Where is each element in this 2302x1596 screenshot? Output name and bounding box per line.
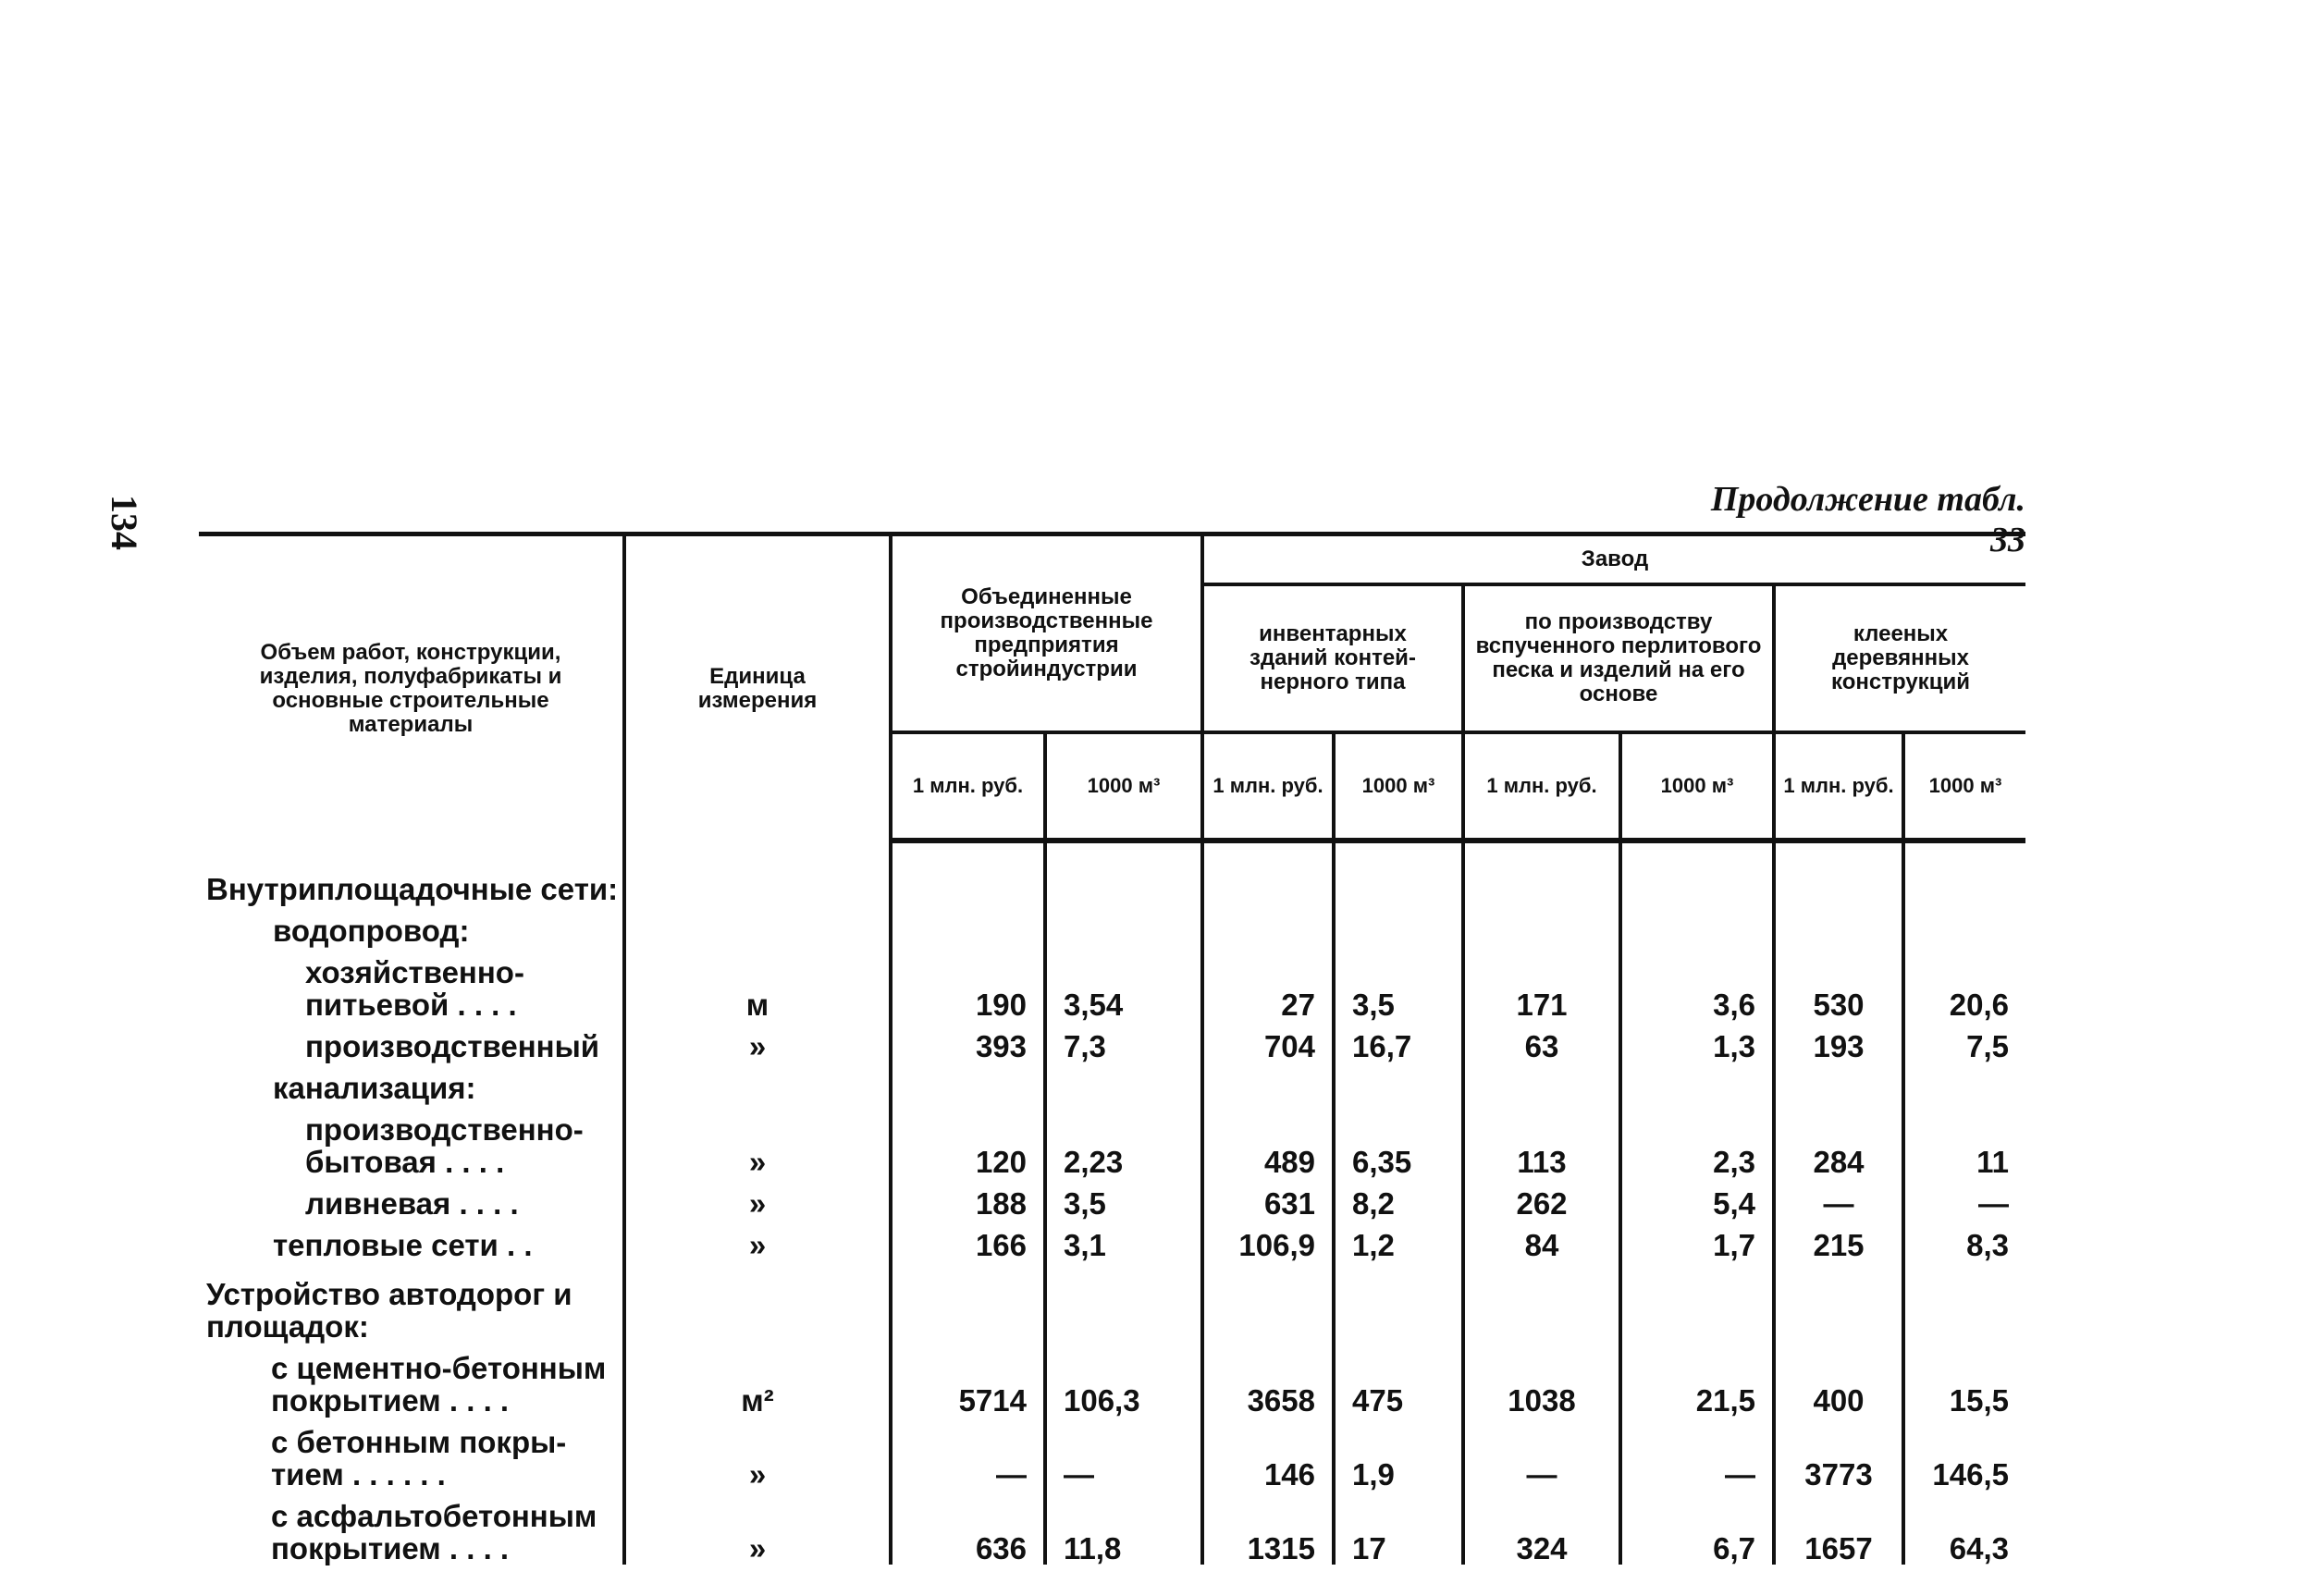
table-continuation-caption: Продолжение табл. 33: [1710, 480, 2025, 559]
unit-m3: 1000 м³: [1045, 732, 1202, 841]
category-row: [199, 1261, 2025, 1343]
category-row: [199, 905, 2025, 947]
value-cell: [1774, 1261, 1903, 1343]
unit-rub: 1 млн. руб.: [891, 732, 1045, 841]
row-unit: »: [624, 1178, 891, 1220]
row-name: Внутриплощадочные сети:: [199, 856, 624, 905]
value-cell: [1202, 1261, 1334, 1343]
row-unit: м: [624, 947, 891, 1021]
value-cell: —: [1463, 1417, 1620, 1491]
table-row: [199, 1491, 2025, 1565]
row-name: Устройство автодорог и площадок:: [199, 1261, 624, 1343]
value-cell: 190: [891, 947, 1045, 1021]
value-cell: [1903, 1062, 2025, 1104]
row-name: тепловые сети . .: [199, 1220, 624, 1261]
value-cell: 1315: [1202, 1491, 1334, 1565]
row-unit: [624, 856, 891, 905]
value-cell: [1334, 905, 1463, 947]
table-row: [199, 947, 2025, 1021]
value-cell: 106,9: [1202, 1220, 1334, 1261]
header-zavod: Завод: [1202, 534, 2025, 585]
value-cell: [891, 1261, 1045, 1343]
value-cell: [1202, 856, 1334, 905]
value-cell: [1463, 1261, 1620, 1343]
value-cell: 146,5: [1932, 1457, 2009, 1492]
row-name: производственный: [199, 1021, 624, 1062]
value-cell: [1045, 856, 1202, 905]
value-cell: [1045, 1062, 1202, 1104]
value-cell: 106,3: [1045, 1343, 1202, 1417]
row-name: ливневая . . . .: [199, 1178, 624, 1220]
row-name: канализация:: [199, 1062, 624, 1104]
row-name: водопровод:: [199, 905, 624, 947]
value-cell: [891, 856, 1045, 905]
row-name: с цементно-бетонным покрытием . . . .: [199, 1343, 624, 1417]
row-name: с асфальтобетонным покрытием . . . .: [199, 1491, 624, 1565]
value-cell: —: [891, 1417, 1045, 1491]
value-cell: 1,7: [1620, 1220, 1774, 1261]
value-cell: 3,54: [1045, 947, 1202, 1021]
table-row: [199, 1343, 2025, 1417]
value-cell: 3,5: [1045, 1178, 1202, 1220]
value-cell: 3,5: [1334, 947, 1463, 1021]
value-cell: [1774, 856, 1903, 905]
value-cell: —: [1774, 1178, 1903, 1220]
value-cell: 6,35: [1334, 1104, 1463, 1178]
value-cell: 324: [1463, 1491, 1620, 1565]
value-cell: [1334, 1261, 1463, 1343]
header-zavod-glued-wood: клееных деревянных конструкций: [1774, 584, 2025, 732]
header-zavod-perlite: по производству вспученного перлитового песка и изделий на его основе: [1463, 584, 1774, 732]
table-row: [199, 1104, 2025, 1178]
header-name-column: Объем работ, конструкции, изделия, полуфабрикаты и основные строительные материалы: [199, 534, 624, 841]
value-cell: 8,3: [1966, 1228, 2009, 1262]
value-cell: 284: [1774, 1104, 1903, 1178]
data-table: [199, 532, 2025, 1565]
value-cell: [1334, 856, 1463, 905]
row-unit: [624, 1062, 891, 1104]
value-cell: 1038: [1463, 1343, 1620, 1417]
category-row: [199, 1062, 2025, 1104]
unit-rub: 1 млн. руб.: [1774, 732, 1903, 841]
value-cell: 120: [891, 1104, 1045, 1178]
header-unit-column: Единица измерения: [624, 534, 891, 841]
category-row: [199, 856, 2025, 905]
value-cell: 8,2: [1334, 1178, 1463, 1220]
value-cell: 636: [891, 1491, 1045, 1565]
row-unit: м²: [624, 1343, 891, 1417]
value-cell: 63: [1463, 1021, 1620, 1062]
value-cell: 475: [1334, 1343, 1463, 1417]
row-name: производственно-бытовая . . . .: [199, 1104, 624, 1178]
row-unit: »: [624, 1021, 891, 1062]
value-cell: 20,6: [1949, 988, 2009, 1022]
unit-rub: 1 млн. руб.: [1202, 732, 1334, 841]
value-cell: [1202, 1062, 1334, 1104]
value-cell: 704: [1202, 1021, 1334, 1062]
table-row: [199, 1178, 2025, 1220]
row-unit: »: [624, 1491, 891, 1565]
table-row: [199, 1021, 2025, 1062]
row-name: хозяйственно-питьевой . . . .: [199, 947, 624, 1021]
value-cell: [1620, 905, 1774, 947]
value-cell: 2,3: [1620, 1104, 1774, 1178]
value-cell: 1,2: [1334, 1220, 1463, 1261]
value-cell: 11,8: [1045, 1491, 1202, 1565]
value-cell: 3,6: [1620, 947, 1774, 1021]
value-cell: —: [1045, 1417, 1202, 1491]
value-cell: 17: [1334, 1491, 1463, 1565]
value-cell: 530: [1774, 947, 1903, 1021]
value-cell: 16,7: [1334, 1021, 1463, 1062]
value-cell: [1903, 1261, 2025, 1343]
value-cell: 15,5: [1949, 1383, 2009, 1418]
value-cell: [1463, 905, 1620, 947]
value-cell: [1334, 1062, 1463, 1104]
value-cell: 64,3: [1949, 1531, 2009, 1565]
value-cell: [1463, 1062, 1620, 1104]
value-cell: 5714: [891, 1343, 1045, 1417]
value-cell: 27: [1202, 947, 1334, 1021]
value-cell: [1903, 856, 2025, 905]
value-cell: 631: [1202, 1178, 1334, 1220]
value-cell: 84: [1463, 1220, 1620, 1261]
unit-m3: 1000 м³: [1620, 732, 1774, 841]
value-cell: 188: [891, 1178, 1045, 1220]
value-cell: 11: [1976, 1145, 2009, 1179]
value-cell: —: [1978, 1186, 2009, 1221]
value-cell: 7,3: [1045, 1021, 1202, 1062]
value-cell: 400: [1774, 1343, 1903, 1417]
value-cell: [1620, 1062, 1774, 1104]
value-cell: [1202, 905, 1334, 947]
value-cell: 7,5: [1966, 1029, 2009, 1063]
value-cell: 171: [1463, 947, 1620, 1021]
unit-m3: 1000 м³: [1903, 732, 2025, 841]
value-cell: 3658: [1202, 1343, 1334, 1417]
value-cell: [1045, 1261, 1202, 1343]
value-cell: 3773: [1774, 1417, 1903, 1491]
value-cell: 1,3: [1620, 1021, 1774, 1062]
value-cell: 193: [1774, 1021, 1903, 1062]
value-cell: 113: [1463, 1104, 1620, 1178]
value-cell: [1045, 905, 1202, 947]
table-row: [199, 1220, 2025, 1261]
value-cell: [1774, 905, 1903, 947]
row-name: с бетонным покры-тием . . . . . .: [199, 1417, 624, 1491]
value-cell: 6,7: [1620, 1491, 1774, 1565]
value-cell: 2,23: [1045, 1104, 1202, 1178]
value-cell: —: [1620, 1417, 1774, 1491]
value-cell: 393: [891, 1021, 1045, 1062]
unit-rub: 1 млн. руб.: [1463, 732, 1620, 841]
value-cell: [891, 905, 1045, 947]
value-cell: 21,5: [1620, 1343, 1774, 1417]
value-cell: 146: [1202, 1417, 1334, 1491]
row-unit: [624, 1261, 891, 1343]
value-cell: 262: [1463, 1178, 1620, 1220]
value-cell: 5,4: [1620, 1178, 1774, 1220]
value-cell: [1620, 856, 1774, 905]
value-cell: 166: [891, 1220, 1045, 1261]
row-unit: [624, 905, 891, 947]
header-combined-enterprises: Объединенные производственные предприятия стройиндустрии: [891, 534, 1202, 733]
value-cell: [1463, 856, 1620, 905]
value-cell: 1,9: [1334, 1417, 1463, 1491]
table-row: [199, 1417, 2025, 1491]
page-number: 134: [104, 495, 145, 550]
value-cell: [1774, 1062, 1903, 1104]
unit-m3: 1000 м³: [1334, 732, 1463, 841]
row-unit: »: [624, 1104, 891, 1178]
value-cell: 489: [1202, 1104, 1334, 1178]
value-cell: 1657: [1774, 1491, 1903, 1565]
value-cell: [891, 1062, 1045, 1104]
value-cell: 3,1: [1045, 1220, 1202, 1261]
value-cell: [1903, 905, 2025, 947]
header-zavod-container: инвентарных зданий контей-нерного типа: [1202, 584, 1463, 732]
row-unit: »: [624, 1220, 891, 1261]
row-unit: »: [624, 1417, 891, 1491]
value-cell: 215: [1774, 1220, 1903, 1261]
value-cell: [1620, 1261, 1774, 1343]
